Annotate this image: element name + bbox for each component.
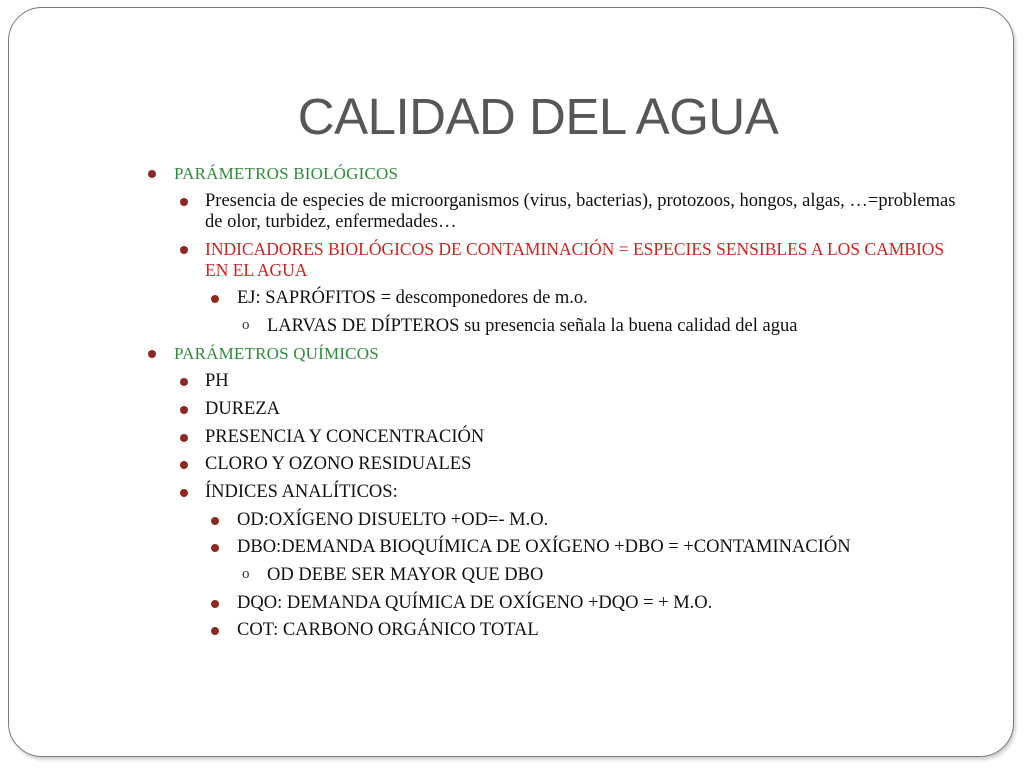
list-item-text: PARÁMETROS BIOLÓGICOS [174,164,399,183]
bullet-icon [180,378,188,386]
list-item-text: COT: CARBONO ORGÁNICO TOTAL [237,620,539,641]
list-item [148,482,968,503]
list-item [148,620,968,641]
bullet-icon [211,627,219,635]
list-item [148,163,968,184]
list-item-text: ÍNDICES ANALÍTICOS: [205,481,398,502]
list-item-text: OD:OXÍGENO DISUELTO +OD=- M.O. [237,509,549,530]
list-item-text: EJ: SAPRÓFITOS = descomponedores de m.o. [237,288,588,309]
slide-title: CALIDAD DEL AGUA [297,88,779,145]
bullet-icon [180,198,188,206]
bullet-icon [148,350,156,358]
list-item [148,239,968,281]
list-item-text: DUREZA [205,398,281,419]
list-item [148,371,968,392]
list-item-text: LARVAS DE DÍPTEROS su presencia señala la buena calidad del agua [267,315,798,336]
bullet-icon [180,461,188,469]
bullet-icon [211,600,219,608]
list-item-text: Presencia de especies de microorganismos (virus, bacterias), protozoos, hongos, algas, …=problemas de olor, turbidez, enfermedades… [205,190,956,232]
bullet-icon [180,406,188,414]
bullet-icon [180,434,188,442]
bullet-icon [180,489,188,497]
list-item [148,510,968,531]
list-item [148,191,968,233]
list-item [148,454,968,475]
circle-bullet-icon: o [242,565,250,582]
list-item-text: DBO:DEMANDA BIOQUÍMICA DE OXÍGENO +DBO = +CONTAMINACIÓN [237,537,851,558]
bullet-icon [180,246,188,254]
list-item [148,537,968,558]
list-item [148,316,968,337]
list-item [148,593,968,614]
list-item-text: PRESENCIA Y CONCENTRACIÓN [205,426,485,447]
list-item-text: PARÁMETROS QUÍMICOS [174,344,379,364]
bullet-list [148,163,968,648]
bullet-icon [211,517,219,525]
list-item [148,565,968,586]
list-item-text: INDICADORES BIOLÓGICOS DE CONTAMINACIÓN = ESPECIES SENSIBLES A LOS CAMBIOS EN EL AGUA [205,239,945,281]
list-item-text: PH [205,371,229,392]
list-item-text: OD DEBE SER MAYOR QUE DBO [267,564,544,585]
bullet-icon [211,544,219,552]
circle-bullet-icon: o [242,316,250,333]
list-item [148,288,968,309]
list-item [148,399,968,420]
bullet-icon [148,170,156,178]
list-item [148,343,968,364]
bullet-icon [211,295,219,303]
list-item-text: CLORO Y OZONO RESIDUALES [205,454,472,475]
list-item [148,427,968,448]
list-item-text: DQO: DEMANDA QUÍMICA DE OXÍGENO +DQO = + M.O. [237,592,713,613]
